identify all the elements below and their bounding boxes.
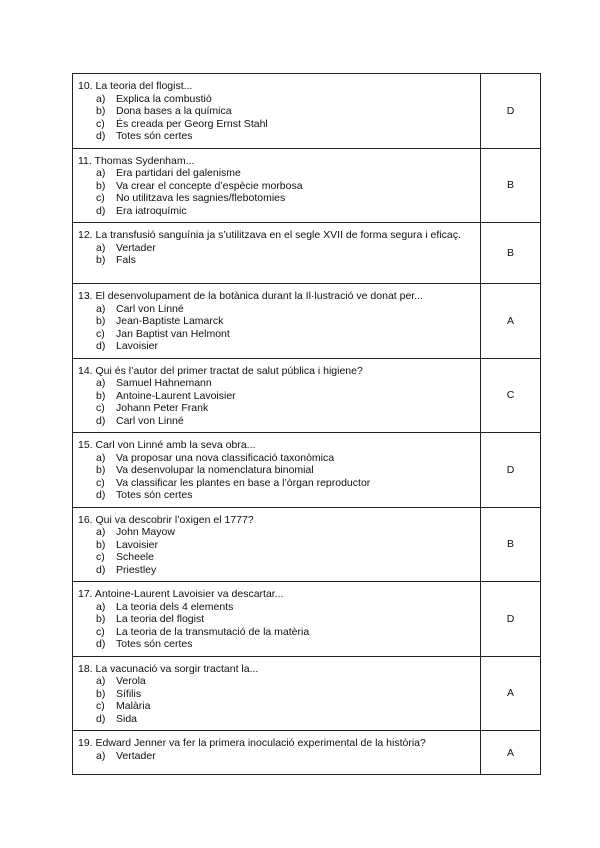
option-letter: d)	[96, 489, 106, 501]
question-text: 14. Qui és l’autor del primer tractat de salut pública i higiene?	[78, 364, 363, 377]
answer-letter: B	[481, 148, 541, 223]
option-item	[78, 638, 474, 651]
option-item	[78, 713, 474, 726]
option-letter: b)	[96, 538, 106, 551]
option-letter: a)	[96, 302, 106, 315]
question-text: 16. Qui va descobrir l’oxigen el 1777?	[78, 513, 254, 526]
option-item	[78, 688, 474, 701]
option-text: Antoine-Laurent Lavoisier	[116, 389, 236, 402]
option-letter: c)	[96, 402, 105, 414]
option-item	[78, 328, 474, 341]
option-text: Explica la combustió	[116, 92, 212, 105]
answer-letter: B	[481, 223, 541, 284]
option-item	[78, 613, 474, 626]
option-item	[78, 93, 474, 106]
option-letter: b)	[96, 254, 106, 266]
option-item	[78, 242, 474, 255]
option-letter: d)	[96, 638, 106, 650]
option-letter: c)	[96, 551, 105, 563]
option-item	[78, 489, 474, 502]
option-letter: b)	[96, 315, 106, 327]
option-letter: c)	[96, 625, 105, 638]
question-cell	[73, 358, 481, 433]
question-text: 10. La teoria del flogist...	[78, 80, 193, 92]
option-letter: d)	[96, 204, 106, 217]
option-text: No utilitzava les sagnies/flebotomies	[116, 192, 286, 204]
question-cell	[73, 74, 481, 149]
option-letter: c)	[96, 117, 105, 130]
option-letter: d)	[96, 563, 106, 576]
option-letter: b)	[96, 179, 106, 192]
option-text: Lavoisier	[116, 340, 159, 352]
option-item	[78, 180, 474, 193]
question-row	[73, 148, 541, 223]
option-text: Vertader	[116, 749, 156, 762]
option-letter: d)	[96, 340, 106, 352]
option-item	[78, 675, 474, 688]
option-letter: a)	[96, 92, 106, 105]
option-item	[78, 415, 474, 428]
answer-letter: D	[481, 74, 541, 149]
question-row	[73, 731, 541, 775]
question-row	[73, 74, 541, 149]
answer-letter: B	[481, 507, 541, 582]
option-item	[78, 601, 474, 614]
option-letter: d)	[96, 712, 106, 725]
option-text: Malària	[116, 700, 151, 712]
option-letter: a)	[96, 600, 106, 613]
option-text: Totes són certes	[116, 130, 193, 142]
option-letter: a)	[96, 377, 106, 389]
option-item	[78, 192, 474, 205]
option-text: Johann Peter Frank	[116, 402, 209, 414]
option-letter: a)	[96, 749, 106, 762]
option-item	[78, 130, 474, 143]
option-item	[78, 452, 474, 465]
option-text: Scheele	[116, 551, 154, 563]
option-text: És creada per Georg Ernst Stahl	[116, 117, 268, 130]
question-cell	[73, 656, 481, 731]
answer-letter: D	[481, 433, 541, 508]
option-item	[78, 539, 474, 552]
option-item	[78, 340, 474, 353]
option-list	[78, 601, 474, 651]
option-text: La teoria del flogist	[116, 613, 205, 625]
option-text: John Mayow	[116, 526, 175, 538]
option-letter: d)	[96, 414, 106, 427]
question-cell	[73, 433, 481, 508]
option-item	[78, 105, 474, 118]
question-cell	[73, 148, 481, 223]
option-item	[78, 750, 474, 763]
option-text: Verola	[116, 675, 146, 687]
question-row	[73, 507, 541, 582]
question-cell	[73, 582, 481, 657]
option-text: Sífilis	[116, 687, 142, 700]
answer-letter: A	[481, 284, 541, 359]
option-text: Priestley	[116, 563, 157, 576]
option-item	[78, 464, 474, 477]
option-text: Jan Baptist van Helmont	[116, 327, 230, 340]
option-text: Samuel Hahnemann	[116, 377, 212, 389]
option-text: Va desenvolupar la nomenclatura binomial	[116, 464, 314, 476]
question-text: 12. La transfusió sanguínia ja s’utilitzava en el segle XVII de forma segura i eficaç.	[78, 229, 461, 241]
answer-letter: A	[481, 731, 541, 775]
answer-letter: C	[481, 358, 541, 433]
option-text: Era iatroquímic	[116, 204, 187, 217]
option-item	[78, 402, 474, 415]
option-text: Totes són certes	[116, 489, 193, 501]
option-letter: b)	[96, 613, 106, 625]
option-letter: a)	[96, 167, 106, 179]
option-list	[78, 242, 474, 267]
question-row	[73, 582, 541, 657]
question-text: 15. Carl von Linné amb la seva obra...	[78, 439, 256, 451]
option-item	[78, 551, 474, 564]
question-row	[73, 223, 541, 284]
question-cell	[73, 223, 481, 284]
option-text: Va classificar les plantes en base a l’òrgan reproductor	[116, 476, 371, 489]
question-text: 13. El desenvolupament de la botànica durant la Il·lustració ve donat per...	[78, 290, 423, 302]
option-letter: b)	[96, 687, 106, 700]
option-text: Va crear el concepte d’espècie morbosa	[116, 179, 303, 192]
option-item	[78, 315, 474, 328]
option-item	[78, 390, 474, 403]
option-letter: a)	[96, 526, 106, 538]
option-letter: a)	[96, 241, 106, 254]
question-text: 18. La vacunació va sorgir tractant la...	[78, 662, 259, 675]
option-text: La teoria dels 4 elements	[116, 600, 234, 613]
option-text: Dona bases a la química	[116, 105, 232, 117]
option-text: La teoria de la transmutació de la matèria	[116, 625, 310, 638]
option-letter: c)	[96, 327, 105, 340]
option-item	[78, 167, 474, 180]
option-letter: b)	[96, 105, 106, 117]
option-text: Sida	[116, 712, 138, 725]
question-row	[73, 656, 541, 731]
option-list	[78, 526, 474, 576]
option-list	[78, 675, 474, 725]
question-cell	[73, 284, 481, 359]
option-list	[78, 167, 474, 217]
option-text: Totes són certes	[116, 638, 193, 650]
quiz-table-body	[73, 74, 541, 775]
option-item	[78, 303, 474, 316]
option-item	[78, 118, 474, 131]
option-letter: c)	[96, 192, 105, 204]
option-list	[78, 377, 474, 427]
question-row	[73, 358, 541, 433]
question-cell	[73, 731, 481, 775]
option-item	[78, 626, 474, 639]
option-text: Era partidari del galenisme	[116, 167, 241, 179]
question-row	[73, 433, 541, 508]
option-list	[78, 750, 474, 763]
option-letter: b)	[96, 389, 106, 402]
option-letter: d)	[96, 130, 106, 142]
option-list	[78, 452, 474, 502]
answer-letter: D	[481, 582, 541, 657]
option-text: Carl von Linné	[116, 302, 184, 315]
option-text: Carl von Linné	[116, 414, 184, 427]
option-item	[78, 377, 474, 390]
question-text: 19. Edward Jenner va fer la primera inoculació experimental de la història?	[78, 737, 426, 749]
option-list	[78, 93, 474, 143]
option-text: Fals	[116, 254, 136, 266]
option-letter: a)	[96, 675, 106, 687]
option-text: Lavoisier	[116, 538, 159, 551]
option-letter: c)	[96, 700, 105, 712]
option-item	[78, 205, 474, 218]
answer-letter: A	[481, 656, 541, 731]
option-letter: c)	[96, 476, 105, 489]
option-text: Vertader	[116, 241, 156, 254]
option-item	[78, 477, 474, 490]
option-item	[78, 564, 474, 577]
option-letter: b)	[96, 464, 106, 476]
option-item	[78, 526, 474, 539]
question-text: 11. Thomas Sydenham...	[78, 154, 195, 167]
quiz-answer-table	[72, 73, 541, 775]
option-item	[78, 700, 474, 713]
option-item	[78, 254, 474, 267]
question-text: 17. Antoine-Laurent Lavoisier va descartar...	[78, 588, 284, 600]
question-cell	[73, 507, 481, 582]
option-list	[78, 303, 474, 353]
option-text: Jean-Baptiste Lamarck	[116, 315, 224, 327]
option-text: Va proposar una nova classificació taxonòmica	[116, 451, 335, 464]
option-letter: a)	[96, 451, 106, 464]
question-row	[73, 284, 541, 359]
